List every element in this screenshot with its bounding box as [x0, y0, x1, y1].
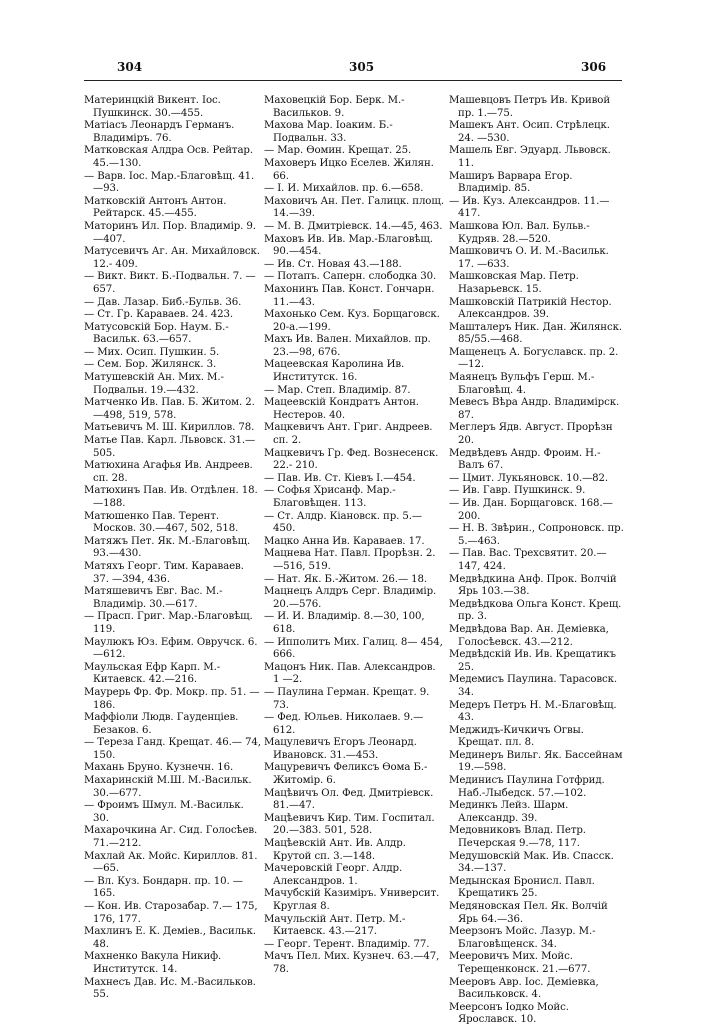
directory-entry: Махлинъ Е. К. Деміев., Васильк. 48.: [84, 926, 259, 950]
directory-entry: — Вл. Куз. Бондарн. пр. 10. —165.: [84, 875, 243, 900]
directory-entry: Маховеръ Ицко Еселев. Жилян. 66.: [264, 157, 437, 182]
page-header: [0, 60, 704, 80]
directory-entry: — Тереза Ганд. Крещат. 46.— 74, 150.: [84, 737, 264, 761]
directory-entry: Матковскій Антонъ Антон. Рейтарск. 45.—455.: [84, 195, 230, 220]
directory-entry: — И. И. Владимір. 8.—30, 100, 618.: [264, 611, 428, 635]
directory-entry: Машкова Юл. Вал. Бульв.-Кудряв. 28.—520.: [449, 220, 590, 245]
directory-entry: Машковская Мар. Петр. Назарьевск. 15.: [449, 271, 582, 295]
directory-entry: Материнцкій Викент. Іос. Пушкинск. 30.—455.: [84, 95, 224, 119]
directory-entry: — Ив. Куз. Александров. 11.— 417.: [449, 195, 613, 220]
directory-entry: Матюхина Агафья Ив. Андреев. сп. 28.: [84, 460, 256, 484]
directory-entry: Медвѣдова Вар. Ан. Деміевка, Голосѣевск. 43.—212.: [449, 623, 612, 648]
directory-entry: Махлай Ак. Мойс. Кириллов. 81. —65.: [84, 850, 261, 875]
directory-entry: Машковскій Патрикій Нестор. Александров. 39.: [449, 296, 615, 321]
directory-entry: Машекъ Ант. Осип. Стрѣлецк. 24. —530.: [449, 120, 614, 144]
directory-entry: — Пав. Ив. Ст. Кіевъ І.—454.: [264, 472, 416, 484]
directory-entry: — Паулина Герман. Крещат. 9. 73.: [264, 686, 433, 711]
directory-entry: Матюхинъ Пав. Ив. Отдѣлен. 18. —188.: [84, 485, 261, 509]
directory-entry: — М. В. Дмитріевск. 14.—45, 463.: [264, 220, 443, 232]
directory-entry: Мацуревичъ Феликсъ Ѳома Б.-Житомір. 6.: [264, 762, 428, 787]
directory-entry: Матусевичъ Аг. Ан. Михайловск. 12.- 409.: [84, 246, 263, 270]
directory-entry: Махонько Сем. Куз. Борщаговск. 20-а.—199.: [264, 309, 443, 333]
directory-entry: — Варв. Іос. Мар.-Благовѣщ. 41.—93.: [84, 170, 255, 195]
directory-entry: — Ст. Гр. Караваев. 24. 423.: [84, 309, 234, 321]
directory-entry: Матюшенко Пав. Терент. Москов. 30.—467, 502, 518.: [84, 510, 239, 535]
directory-entry: — Ив. Дан. Борщаговск. 168.— 200.: [449, 498, 616, 522]
directory-entry: Матье Пав. Карл. Львовск. 31.— 505.: [84, 435, 259, 459]
directory-entry: Мацеевскій Кондратъ Антон. Нестеров. 40.: [264, 397, 423, 421]
directory-entry: Матяхъ Георг. Тим. Караваев. 37. —394, 436.: [84, 560, 247, 585]
directory-entry: Махаринскій М.Ш. М.-Васильк. 30.—677.: [84, 775, 255, 799]
directory-entry: Мацкевичъ Гр. Фед. Вознесенск. 22.- 210.: [264, 447, 442, 472]
directory-entry: — Ст. Алдр. Кіановск. пр. 5.— 450.: [264, 510, 426, 535]
directory-entry: — Фед. Юльев. Николаев. 9.— 612.: [264, 712, 427, 736]
directory-entry: — Кон. Ив. Старозабар. 7.— 175, 176, 177.: [84, 901, 261, 925]
page-number-center: 305: [349, 60, 375, 74]
directory-entry: Меджидъ-Кичкичъ Огвы. Крещат. пл. 8.: [449, 724, 587, 749]
column-1: [84, 95, 262, 1002]
directory-entry: — Георг. Терент. Владимір. 77.: [264, 938, 430, 950]
directory-entry: Медовниковъ Влад. Петр. Печерская 9.—78, 117.: [449, 825, 590, 850]
directory-entry: Махань Бруно. Кузнечн. 16.: [84, 762, 234, 774]
directory-entry: Матченко Ив. Пав. Б. Житом. 2. —498, 519, 578.: [84, 397, 258, 421]
directory-entry: — Пав. Вас. Трехсвятит. 20.— 147, 424.: [449, 548, 610, 572]
directory-entry: Мацко Анна Ив. Караваев. 17.: [264, 535, 425, 547]
directory-entry: Махнесъ Дав. Ис. М.-Васильков. 55.: [84, 976, 259, 1001]
directory-entry: Мацкевичъ Ант. Григ. Андреев. сп. 2.: [264, 422, 436, 447]
directory-entry: Медынская Бронисл. Павл. Крещатикъ 25.: [449, 875, 598, 900]
directory-entry: Матковская Алдра Осв. Рейтар. 45.—130.: [84, 145, 257, 169]
directory-entry: — Н. В. Звѣрин., Сопроновск. пр. 5.—463.: [449, 523, 627, 547]
directory-entry: Мачульскій Ант. Петр. М.-Китаевск. 43.—217.: [264, 913, 406, 938]
page-number-left: 304: [117, 60, 143, 74]
directory-entry: Медушовскій Мак. Ив. Спасск. 34.—137.: [449, 850, 617, 875]
directory-entry: Мацнева Нат. Павл. Прорѣзн. 2. —516, 519.: [264, 548, 439, 572]
directory-entry: — І. И. Михайлов. пр. 6.—658.: [264, 183, 424, 195]
directory-entry: Махъ Ив. Вален. Михайлов. пр. 23.—98, 676.: [264, 334, 434, 358]
directory-entry: Маховичъ Ан. Пет. Галицк. площ. 14.—39.: [264, 195, 447, 220]
directory-entry: Медемисъ Паулина. Тарасовск. 34.: [449, 674, 621, 698]
directory-entry: Матьевичъ М. Ш. Кириллов. 78.: [84, 422, 255, 434]
column-2: [264, 95, 447, 977]
directory-entry: Мащенецъ А. Богуславск. пр. 2. —12.: [449, 346, 622, 371]
directory-entry: Машель Евг. Эдуард. Львовск. 11.: [449, 145, 614, 169]
directory-entry: Медвѣдевъ Андр. Фроим. Н.-Валъ 67.: [449, 447, 601, 472]
directory-entry: Мединкъ Лейз. Шарм. Александр. 39.: [449, 800, 572, 824]
directory-entry: Маширъ Варвара Егор. Владимір. 85.: [449, 170, 576, 195]
directory-entry: Мачъ Пел. Мих. Кузнеч. 63.—47, 78.: [264, 951, 443, 975]
directory-entry: — Потапъ. Саперн. слободка 30.: [264, 271, 437, 283]
directory-entry: Маховъ Ив. Ив. Мар.-Благовѣщ. 90.—454.: [264, 233, 437, 258]
directory-entry: Маулюкъ Юз. Ефим. Овручск. 6. —612.: [84, 636, 261, 661]
directory-entry: Маффіоли Людв. Гауденціев. Безаков. 6.: [84, 712, 242, 736]
directory-entry: — Фроимъ Шмул. М.-Васильк. 30.: [84, 800, 247, 824]
directory-entry: Меерзонъ Мойс. Лазур. М.-Благовѣщенск. 34.: [449, 926, 596, 950]
directory-entry: Медвѣдкова Ольга Конст. Крещ. пр. 3.: [449, 598, 625, 623]
directory-entry: Маховецкій Бор. Берк. М.-Васильков. 9.: [264, 95, 405, 119]
directory-entry: Медвѣдскій Ив. Ив. Крещатикъ 25.: [449, 649, 620, 673]
directory-entry: Машковичъ О. И. М.-Васильк. 17. —633.: [449, 246, 612, 270]
directory-entry: Медяновская Пел. Як. Волчій Ярь 64.—36.: [449, 901, 611, 925]
column-3: [449, 95, 626, 1027]
directory-entry: Мацѣевичъ Кир. Тим. Госпитал. 20.—383. 501, 528.: [264, 812, 438, 837]
directory-entry: Медеръ Петръ Н. М.-Благовѣщ. 43.: [449, 699, 620, 724]
directory-entry: — Дав. Лазар. Биб.-Бульв. 36.: [84, 296, 242, 308]
directory-entry: — Софья Хрисанф. Мар.-Благовѣщен. 113.: [264, 485, 396, 509]
directory-entry: — Ив. Гавр. Пушкинск. 9.: [449, 485, 586, 497]
directory-entry: Матяшевичъ Евг. Вас. М.-Владимір. 30.—617.: [84, 586, 223, 610]
directory-entry: Матіасъ Леонардъ Германъ. Владиміръ. 76.: [84, 120, 238, 144]
directory-entry: Мееровичъ Мих. Мойс. Терещенконск. 21.—677.: [449, 951, 591, 975]
directory-entry: Махова Мар. Іоаким. Б.-Подвальн. 33.: [264, 120, 393, 144]
directory-entry: Медвѣдкина Анф. Прок. Волчій Ярь 103.—38.: [449, 573, 620, 598]
directory-entry: Меглеръ Ядв. Август. Прорѣзн 20.: [449, 422, 616, 447]
directory-entry: Матяжъ Пет. Як. М.-Благовѣщ. 93.—430.: [84, 535, 254, 560]
page-number-right: 306: [581, 60, 607, 74]
directory-entry: — Цмит. Лукьяновск. 10.—82.: [449, 472, 609, 484]
directory-entry: — Прасп. Григ. Мар.-Благовѣщ. 119.: [84, 611, 256, 635]
directory-entry: — Нат. Як. Б.-Житом. 26.— 18.: [264, 573, 428, 585]
directory-entry: Мацонъ Ник. Пав. Александров. 1 —2.: [264, 661, 439, 686]
directory-entry: Матушевскій Ан. Мих. М.-Подвальн. 19.—432.: [84, 372, 224, 396]
directory-entry: — Ив. Ст. Новая 43.—188.: [264, 258, 402, 270]
directory-entry: Мединеръ Вильг. Як. Бассейнам 19.—598.: [449, 749, 626, 774]
directory-entry: — Сем. Бор. Жилянск. 3.: [84, 359, 217, 371]
directory-entry: Мединисъ Паулина Готфрид. Наб.-Лыбедск. 57.—102.: [449, 775, 608, 799]
directory-entry: Мацнецъ Алдръ Серг. Владимір. 20.—576.: [264, 586, 440, 610]
header-rule: [84, 80, 622, 81]
directory-entry: Мацѣевскій Ант. Ив. Алдр. Крутой сп. 3.—148.: [264, 838, 409, 862]
directory-entry: Мачубскій Казиміръ. Университ. Круглая 8.: [264, 888, 443, 912]
directory-entry: Мачеровскій Георг. Алдр. Александров. 1.: [264, 863, 406, 887]
directory-entry: — Мар. Ѳомин. Крещат. 25.: [264, 145, 412, 157]
directory-entry: Машталеръ Ник. Дан. Жилянск. 85/55.—468.: [449, 321, 626, 346]
directory-entry: Меерсонъ Іодко Мойс. Ярославск. 10.: [449, 1001, 572, 1026]
directory-entry: Мацѣвичъ Ол. Фед. Дмитріевск. 81.—47.: [264, 787, 437, 812]
directory-entry: Махарочкина Аг. Сид. Голосѣев. 71.—212.: [84, 825, 261, 850]
directory-entry: Маторинъ Ил. Пор. Владимір. 9. —407.: [84, 220, 260, 245]
directory-entry: — Мих. Осип. Пушкин. 5.: [84, 346, 220, 358]
directory-entry: — Ипполитъ Мих. Галиц. 8— 454, 666.: [264, 636, 446, 661]
directory-entry: — Мар. Степ. Владимір. 87.: [264, 384, 411, 396]
directory-entry: Мацулевичъ Егоръ Леонард. Ивановск. 31.—453.: [264, 737, 420, 761]
directory-entry: Мацеевская Каролина Ив. Институтск. 16.: [264, 359, 408, 384]
directory-entry: Машевцовъ Петръ Ив. Кривой пр. 1.—75.: [449, 95, 614, 119]
directory-entry: Мееровъ Авр. Іос. Деміевка, Васильковск. 4.: [449, 976, 602, 1001]
directory-entry: Маянецъ Вульфъ Герш. М.-Благовѣщ. 4.: [449, 372, 595, 396]
directory-entry: Махненко Вакула Никиф. Институтск. 14.: [84, 951, 225, 975]
directory-entry: Маурерь Фр. Фр. Мокр. пр. 51. —186.: [84, 686, 260, 711]
directory-entry: Маульская Ефр Карп. М.-Китаевск. 42.—216.: [84, 661, 221, 686]
directory-entry: Мевесъ Вѣра Андр. Владимірск. 87.: [449, 397, 623, 421]
directory-entry: — Викт. Викт. Б.-Подвальн. 7. —657.: [84, 271, 256, 295]
directory-entry: Матусовскій Бор. Наум. Б.-Васильк. 63.—657.: [84, 321, 229, 346]
directory-entry: Махонинъ Пав. Конст. Гончарн. 11.—43.: [264, 283, 438, 308]
